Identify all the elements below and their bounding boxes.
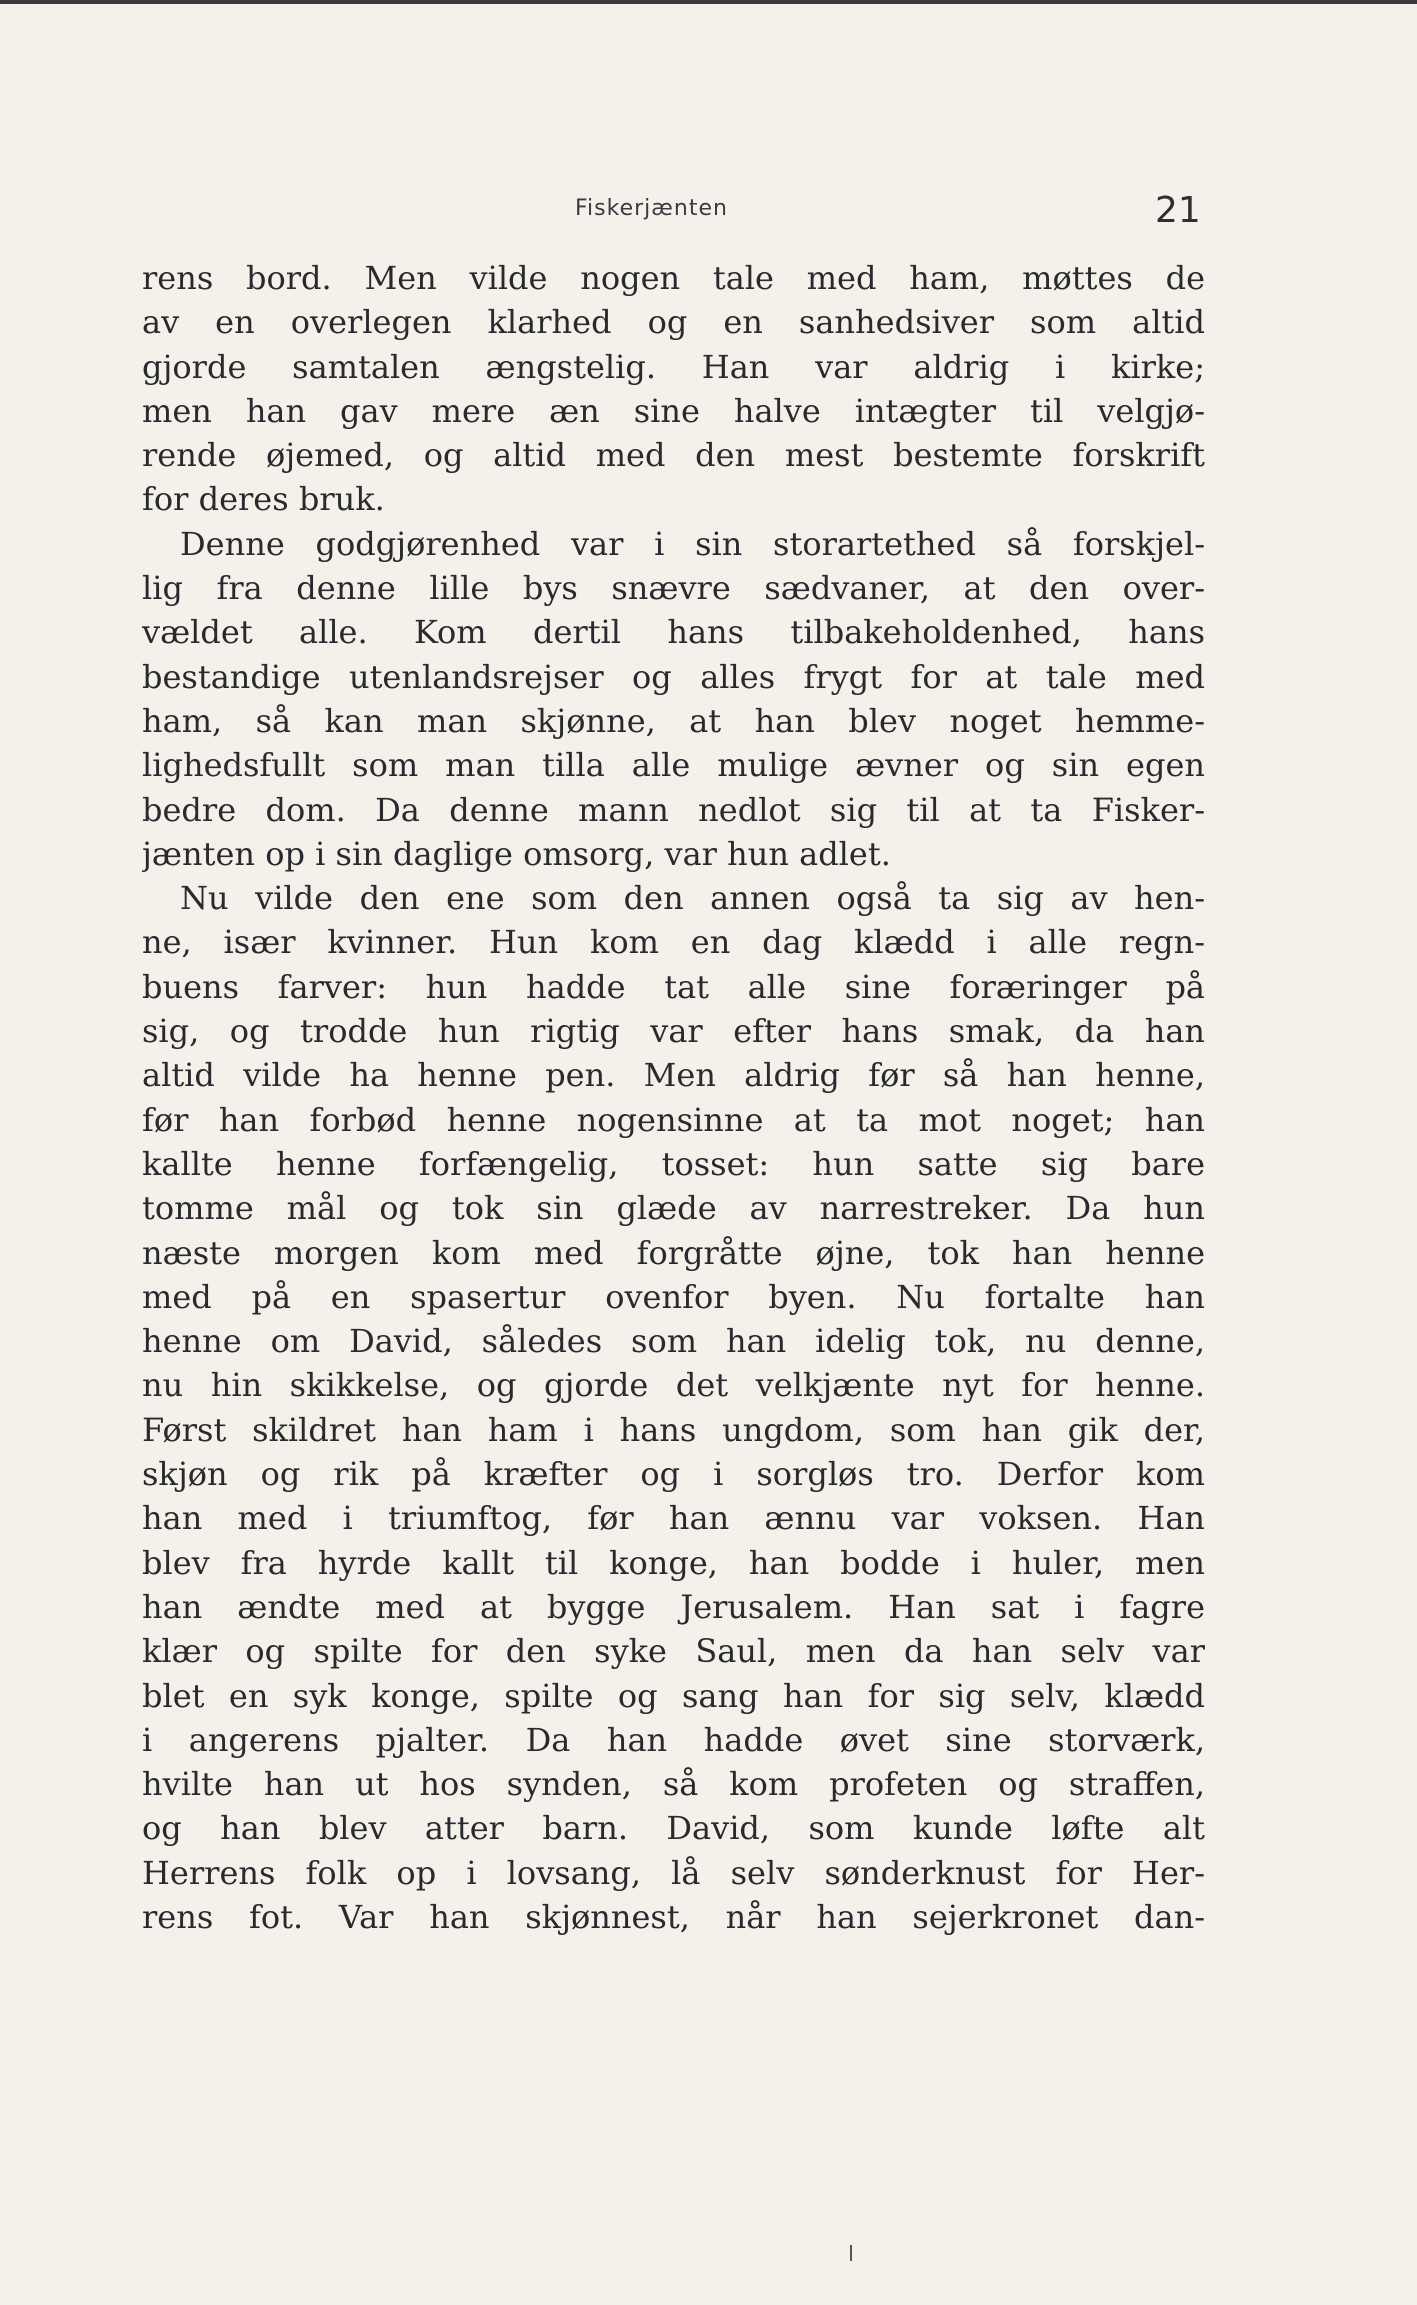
text-line: lighedsfullt som man tilla alle mulige ævner og sin egen <box>142 746 1205 785</box>
text-line: ham, så kan man skjønne, at han blev noget hemme- <box>142 701 1205 740</box>
text-line: rens fot. Var han skjønnest, når han sejerkronet dan- <box>142 1897 1205 1936</box>
text-line: hvilte han ut hos synden, så kom profeten og straffen, <box>142 1765 1205 1804</box>
text-line: han med i triumftog, før han ænnu var voksen. Han <box>142 1499 1205 1538</box>
text-line: blev fra hyrde kallt til konge, han bodde i huler, men <box>142 1543 1205 1582</box>
text-line: for deres bruk. <box>142 480 385 519</box>
text-line: før han forbød henne nogensinne at ta mot noget; han <box>142 1100 1205 1139</box>
text-line: vældet alle. Kom dertil hans tilbakeholdenhed, hans <box>142 613 1205 652</box>
text-line: rende øjemed, og altid med den mest bestemte forskrift <box>142 436 1205 475</box>
text-line: jænten op i sin daglige omsorg, var hun adlet. <box>142 834 891 873</box>
running-head <box>0 190 1417 230</box>
text-line: blet en syk konge, spilte og sang han for sig selv, klædd <box>142 1676 1205 1715</box>
page-number: 21 <box>1155 190 1201 231</box>
running-title: Fiskerjænten <box>575 196 728 221</box>
text-line: lig fra denne lille bys snævre sædvaner, at den over- <box>142 569 1205 608</box>
text-line: Herrens folk op i lovsang, lå selv sønderknust for Her- <box>142 1853 1205 1892</box>
text-line: og han blev atter barn. David, som kunde løfte alt <box>142 1809 1205 1848</box>
text-line: bedre dom. Da denne mann nedlot sig til at ta Fisker- <box>142 790 1205 829</box>
text-line: henne om David, således som han idelig tok, nu denne, <box>142 1322 1205 1361</box>
text-line: bestandige utenlandsrejser og alles frygt for at tale med <box>142 657 1205 696</box>
print-speck <box>850 2245 852 2261</box>
text-line: kallte henne forfængelig, tosset: hun satte sig bare <box>142 1144 1205 1183</box>
text-line: ne, især kvinner. Hun kom en dag klædd i alle regn- <box>142 923 1205 962</box>
text-line: buens farver: hun hadde tat alle sine foræringer på <box>142 967 1205 1006</box>
paragraph-first-line: Nu vilde den ene som den annen også ta sig av hen- <box>180 879 1205 918</box>
text-line: av en overlegen klarhed og en sanhedsiver som altid <box>142 303 1205 342</box>
body-text <box>142 256 1205 1939</box>
paragraph-first-line: Denne godgjørenhed var i sin storartethed så forskjel- <box>180 524 1205 563</box>
text-line: i angerens pjalter. Da han hadde øvet sine storværk, <box>142 1720 1205 1759</box>
text-line: sig, og trodde hun rigtig var efter hans smak, da han <box>142 1012 1205 1051</box>
text-line: men han gav mere æn sine halve intægter til velgjø- <box>142 391 1205 430</box>
text-line: rens bord. Men vilde nogen tale med ham, møttes de <box>142 259 1205 297</box>
text-line: klær og spilte for den syke Saul, men da han selv var <box>142 1632 1205 1671</box>
text-line: Først skildret han ham i hans ungdom, som han gik der, <box>142 1410 1205 1449</box>
text-line: han ændte med at bygge Jerusalem. Han sat i fagre <box>142 1587 1205 1626</box>
text-line: nu hin skikkelse, og gjorde det velkjænte nyt for henne. <box>142 1366 1205 1405</box>
text-line: skjøn og rik på kræfter og i sorgløs tro. Derfor kom <box>142 1455 1205 1494</box>
text-line: med på en spasertur ovenfor byen. Nu fortalte han <box>142 1277 1205 1316</box>
text-line: altid vilde ha henne pen. Men aldrig før så han henne, <box>142 1056 1205 1095</box>
text-line: gjorde samtalen ængstelig. Han var aldrig i kirke; <box>142 347 1205 386</box>
text-line: tomme mål og tok sin glæde av narrestreker. Da hun <box>142 1189 1205 1228</box>
text-line: næste morgen kom med forgråtte øjne, tok han henne <box>142 1233 1205 1272</box>
